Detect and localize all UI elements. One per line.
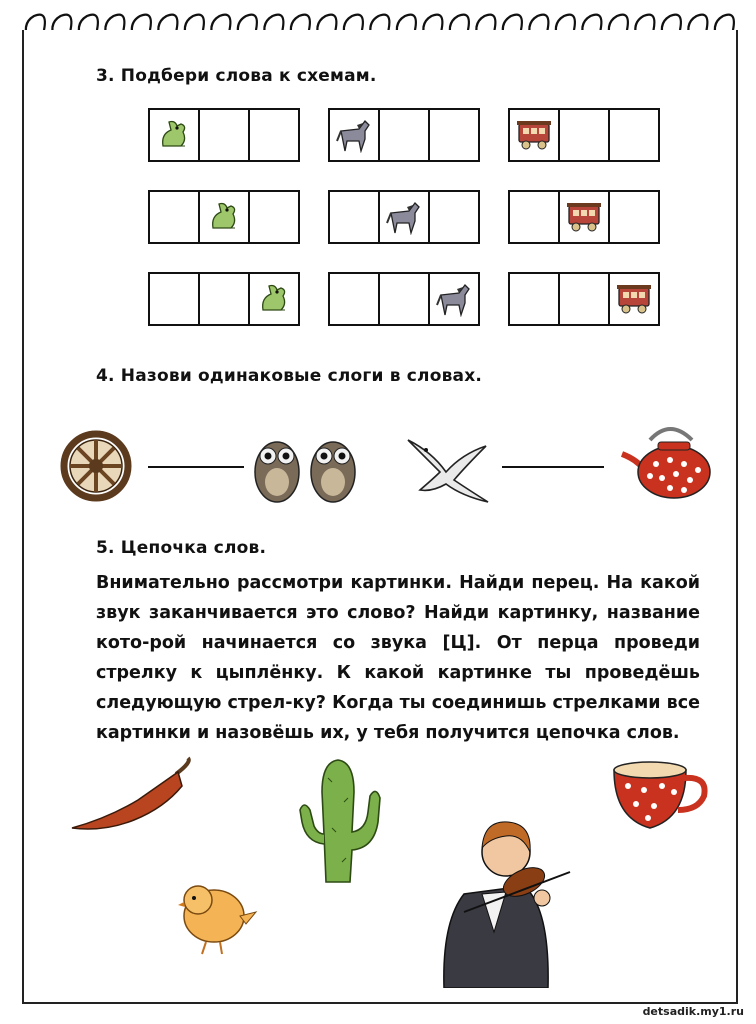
horse-icon — [385, 199, 423, 235]
word-scheme[interactable] — [148, 108, 300, 162]
answer-line-1[interactable] — [148, 466, 244, 468]
pepper-icon[interactable] — [68, 756, 198, 836]
word-scheme[interactable] — [508, 190, 660, 244]
task5-instructions — [96, 568, 700, 748]
seagull-icon — [402, 432, 492, 504]
violinist-icon[interactable] — [424, 812, 572, 988]
scheme-cell[interactable] — [330, 274, 380, 324]
task5-title: 5. Цепочка слов. — [96, 538, 267, 558]
scheme-cell[interactable] — [430, 274, 478, 324]
scheme-cell[interactable] — [330, 110, 380, 160]
wheel-icon — [60, 430, 132, 502]
scheme-cell[interactable] — [560, 274, 610, 324]
word-scheme[interactable] — [148, 190, 300, 244]
scheme-cell[interactable] — [200, 110, 250, 160]
scheme-cell[interactable] — [330, 192, 380, 242]
scheme-cell[interactable] — [250, 192, 298, 242]
word-scheme[interactable] — [508, 108, 660, 162]
scheme-cell[interactable] — [560, 192, 610, 242]
task3-title: 3. Подбери слова к схемам. — [96, 66, 377, 86]
frog-icon — [157, 118, 191, 152]
scheme-cell[interactable] — [510, 192, 560, 242]
frog-icon — [257, 282, 291, 316]
word-scheme[interactable] — [328, 272, 480, 326]
scheme-cell[interactable] — [380, 192, 430, 242]
scheme-cell[interactable] — [610, 110, 658, 160]
word-scheme[interactable] — [328, 108, 480, 162]
task4-title: 4. Назови одинаковые слоги в словах. — [96, 366, 483, 386]
cup-icon[interactable] — [608, 756, 714, 836]
scheme-cell[interactable] — [200, 274, 250, 324]
task5-text: Внимательно рассмотри картинки. Найди перец. На какой звук заканчивается это слово? Найди картинку, название кото-рой начинается со звука [Ц]. От перца проведи стрелку к цыплёнку. К какой картинке ты проведёшь следующую стрел-ку? Когда ты соединишь стрелками все картинки и назовёшь их, у тебя получится цепочка слов. — [96, 573, 700, 743]
scheme-cell[interactable] — [510, 110, 560, 160]
wagon-icon — [615, 282, 653, 316]
word-scheme[interactable] — [328, 190, 480, 244]
wagon-icon — [515, 118, 553, 152]
horse-icon — [335, 117, 373, 153]
scheme-cell[interactable] — [380, 274, 430, 324]
word-scheme[interactable] — [508, 272, 660, 326]
scheme-cell[interactable] — [250, 110, 298, 160]
watermark: detsadik.my1.ru — [642, 1005, 744, 1018]
frog-icon — [207, 200, 241, 234]
scheme-cell[interactable] — [150, 192, 200, 242]
scheme-cell[interactable] — [560, 110, 610, 160]
scheme-cell[interactable] — [250, 274, 298, 324]
cactus-icon[interactable] — [296, 752, 382, 890]
answer-line-2[interactable] — [502, 466, 604, 468]
teapot-icon — [620, 420, 720, 502]
word-scheme[interactable] — [148, 272, 300, 326]
owls-icon — [250, 432, 360, 504]
scheme-cell[interactable] — [380, 110, 430, 160]
scheme-cell[interactable] — [430, 110, 478, 160]
chick-icon[interactable] — [176, 872, 262, 956]
horse-icon — [435, 281, 473, 317]
scheme-cell[interactable] — [150, 274, 200, 324]
scheme-cell[interactable] — [430, 192, 478, 242]
scheme-cell[interactable] — [200, 192, 250, 242]
wagon-icon — [565, 200, 603, 234]
scheme-cell[interactable] — [610, 274, 658, 324]
scheme-cell[interactable] — [610, 192, 658, 242]
scheme-cell[interactable] — [510, 274, 560, 324]
scheme-cell[interactable] — [150, 110, 200, 160]
